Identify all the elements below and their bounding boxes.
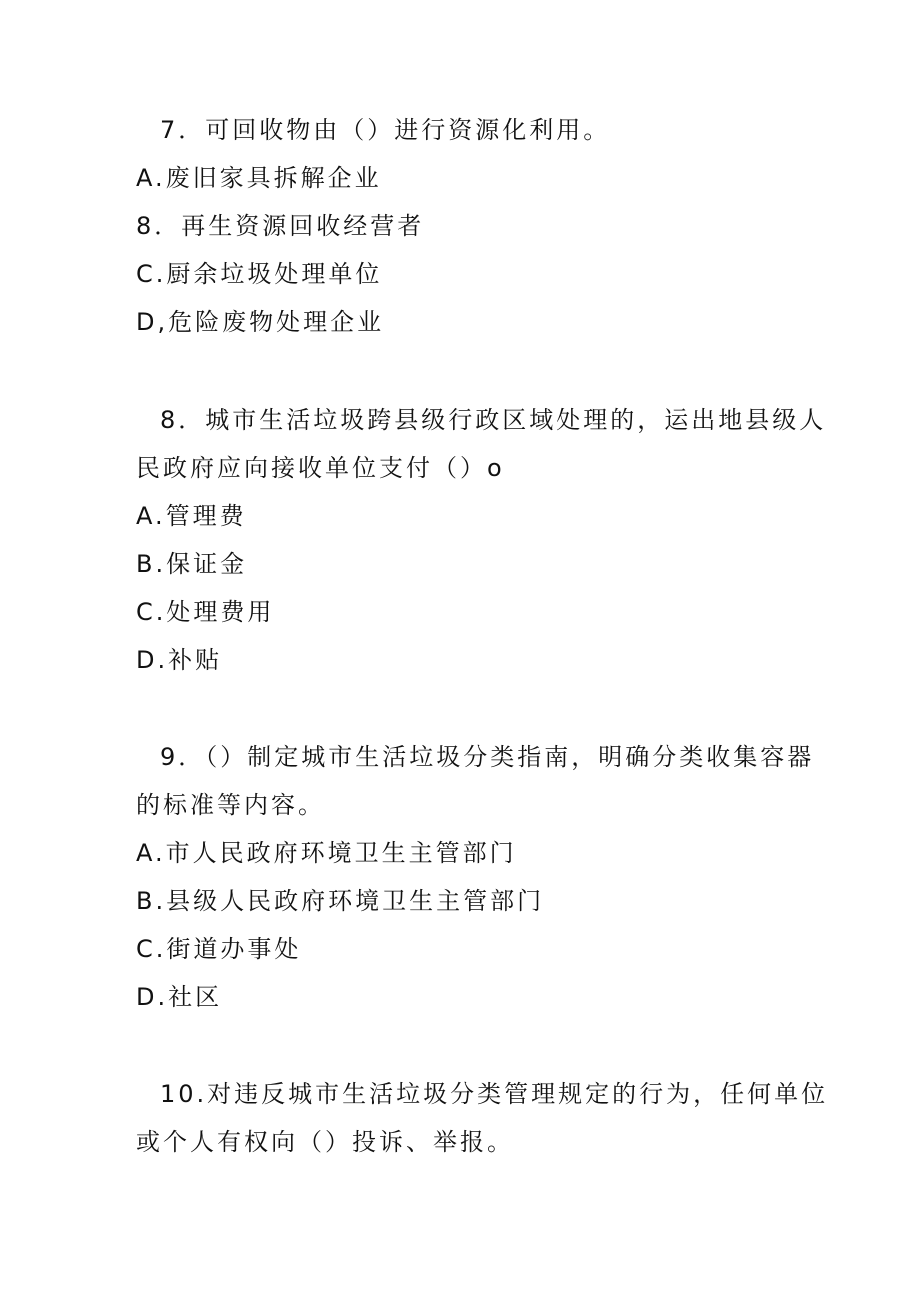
question-9-option-b: B.县级人民政府环境卫生主管部门 — [136, 887, 545, 915]
question-9-option-a: A.市人民政府环境卫生主管部门 — [136, 839, 517, 867]
question-8-option-b: B.保证金 — [136, 550, 248, 578]
question-10-stem-line-1: 10.对违反城市生活垃圾分类管理规定的行为，任何单位 — [160, 1080, 829, 1108]
question-7-option-d: D,危险废物处理企业 — [136, 308, 385, 336]
question-9-stem-line-1: 9．（）制定城市生活垃圾分类指南，明确分类收集容器 — [160, 743, 815, 771]
question-8-option-d: D.补贴 — [136, 646, 223, 674]
question-10-stem-line-2: 或个人有权向（）投诉、举报。 — [136, 1128, 514, 1156]
question-8-stem-line-1: 8．城市生活垃圾跨县级行政区域处理的，运出地县级人 — [160, 406, 827, 434]
question-8-stem-line-2: 民政府应向接收单位支付（）o — [136, 454, 505, 482]
question-7-stem: 7．可回收物由（）进行资源化利用。 — [160, 116, 611, 144]
question-7-option-a: A.废旧家具拆解企业 — [136, 164, 382, 192]
question-9-option-c: C.街道办事处 — [136, 935, 302, 963]
question-7-option-c: C.厨余垃圾处理单位 — [136, 260, 383, 288]
question-9-stem-line-2: 的标准等内容。 — [136, 791, 325, 819]
question-7-option-b: 8．再生资源回收经营者 — [136, 212, 425, 240]
question-9-option-d: D.社区 — [136, 983, 223, 1011]
question-8-option-c: C.处理费用 — [136, 598, 275, 626]
question-8-option-a: A.管理费 — [136, 502, 247, 530]
